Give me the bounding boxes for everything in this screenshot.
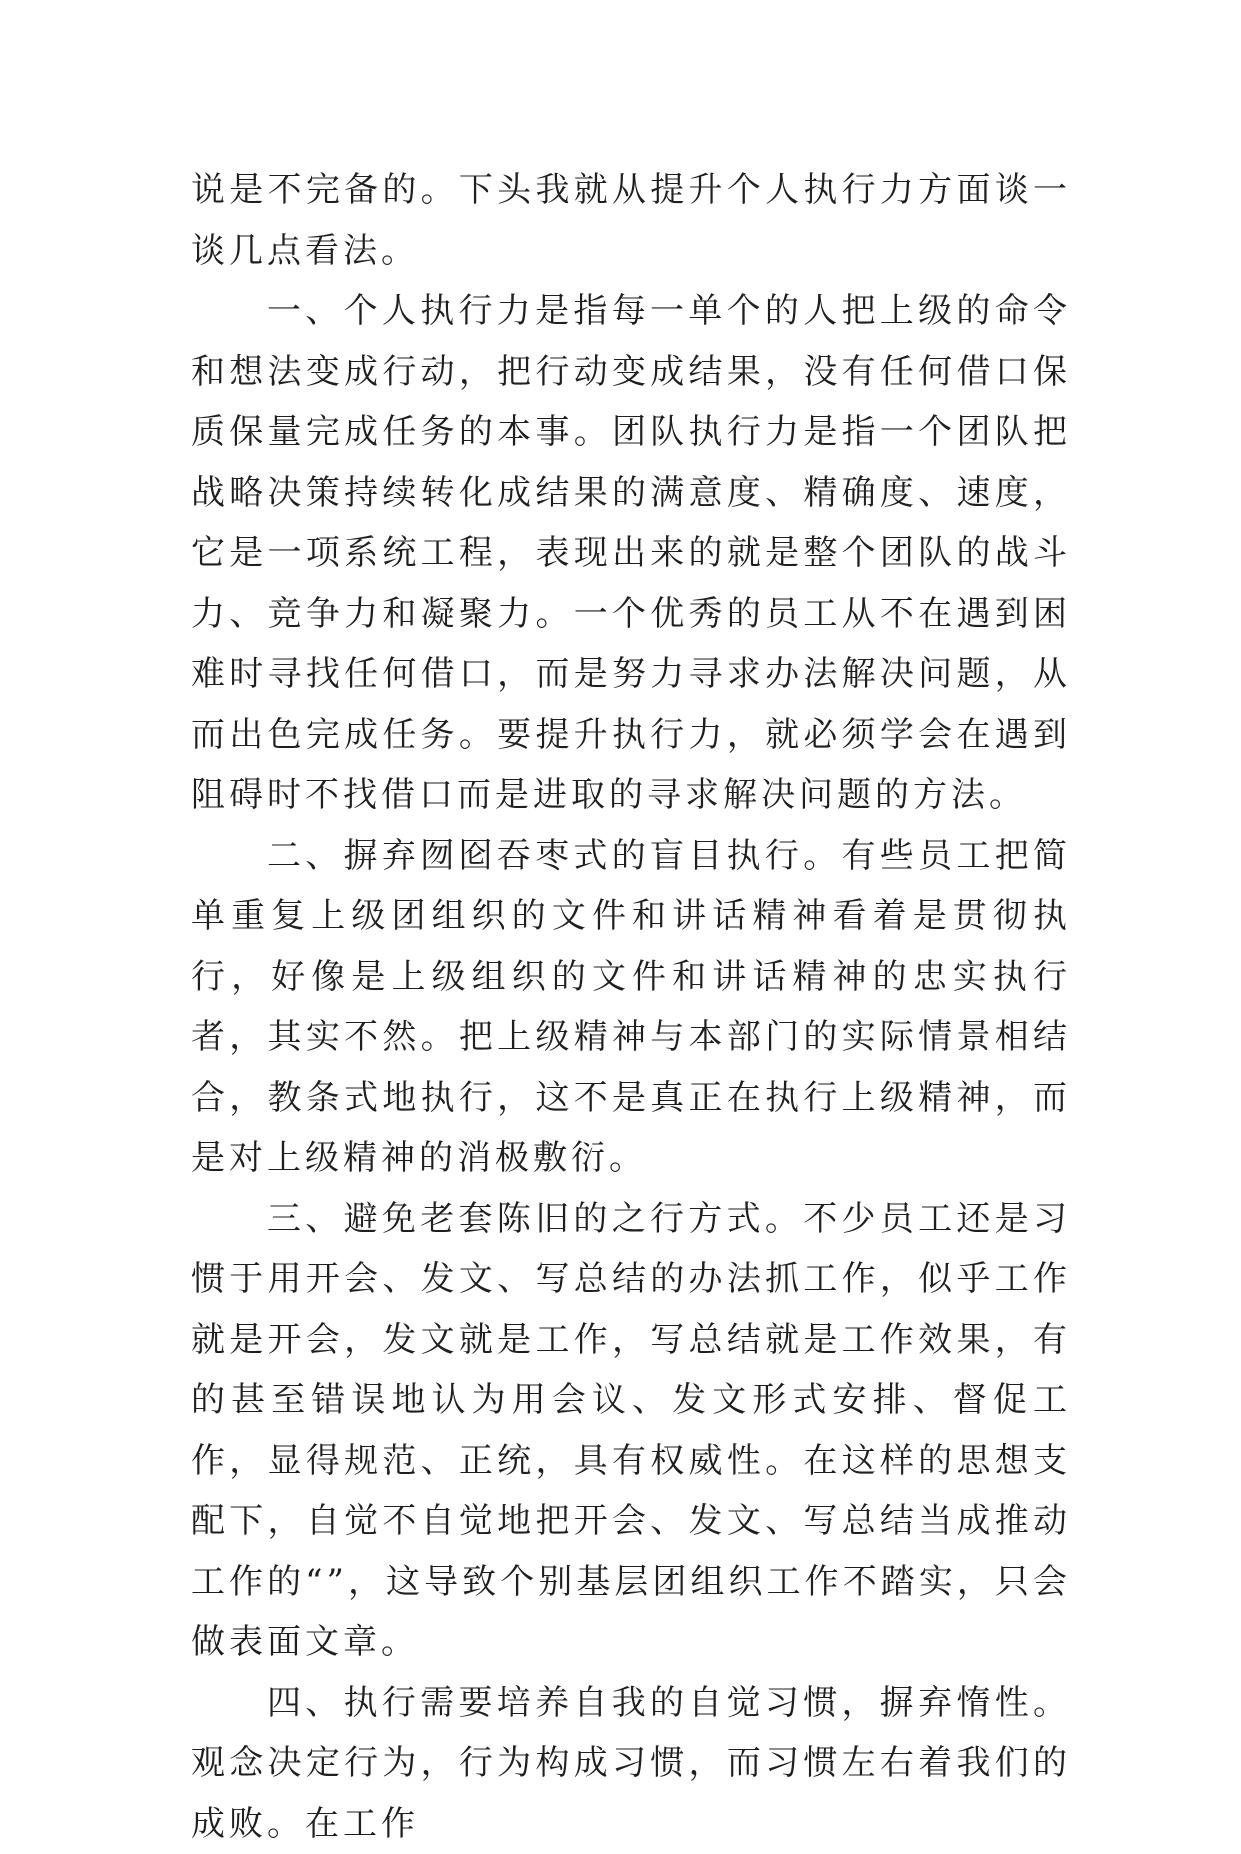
paragraph-point-three: 三、避免老套陈旧的之行方式。不少员工还是习惯于用开会、发文、写总结的办法抓工作，似乎工作就是开会，发文就是工作，写总结就是工作效果，有的甚至错误地认为用会议、发文形式安排、督促工作，显得规范、正统，具有权威性。在这样的思想支配下，自觉不自觉地把开会、发文、写总结当成推动工作的“”，这导致个别基层团组织工作不踏实，只会做表面文章。	[191, 1189, 1071, 1673]
paragraph-point-one: 一、个人执行力是指每一单个的人把上级的命令和想法变成行动，把行动变成结果，没有任何借口保质保量完成任务的本事。团队执行力是指一个团队把战略决策持续转化成结果的满意度、精确度、速度，它是一项系统工程，表现出来的就是整个团队的战斗力、竞争力和凝聚力。一个优秀的员工从不在遇到困难时寻找任何借口，而是努力寻求办法解决问题，从而出色完成任务。要提升执行力，就必须学会在遇到阻碍时不找借口而是进取的寻求解决问题的方法。	[191, 281, 1071, 826]
paragraph-point-two: 二、摒弃囫囵吞枣式的盲目执行。有些员工把简单重复上级团组织的文件和讲话精神看着是贯彻执行，好像是上级组织的文件和讲话精神的忠实执行者，其实不然。把上级精神与本部门的实际情景相结合，教条式地执行，这不是真正在执行上级精神，而是对上级精神的消极敷衍。	[191, 826, 1071, 1189]
paragraph-point-four: 四、执行需要培养自我的自觉习惯，摒弃惰性。观念决定行为，行为构成习惯，而习惯左右着我们的成败。在工作	[191, 1673, 1071, 1854]
document-body	[191, 160, 1071, 1854]
paragraph-continuation: 说是不完备的。下头我就从提升个人执行力方面谈一谈几点看法。	[191, 160, 1071, 281]
